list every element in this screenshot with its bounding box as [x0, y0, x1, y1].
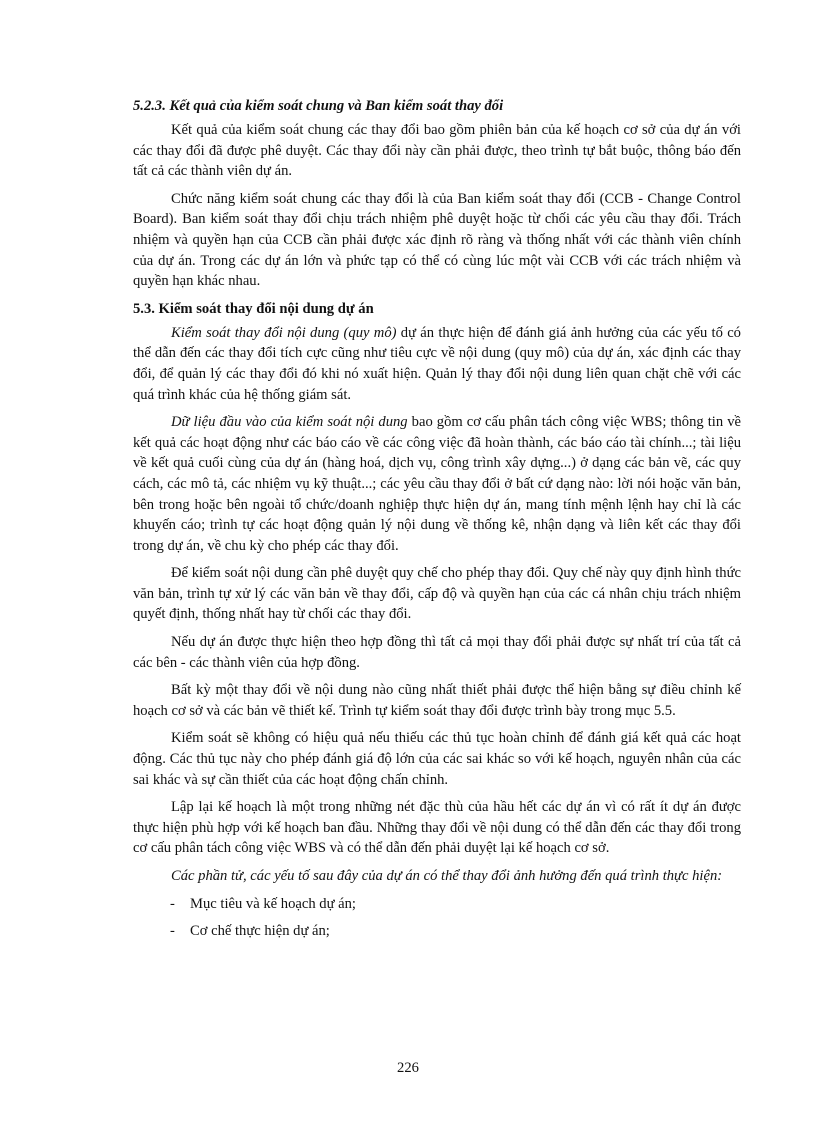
paragraph: Để kiểm soát nội dung cần phê duyệt quy chế cho phép thay đổi. Quy chế này quy định hình thức văn bản, trình tự xử lý các văn bản về thay đổi, cấp độ và quyền hạn của các cá nhân chịu trách nhiệm quyết định, thống nhất hay từ chối các thay đổi. — [133, 565, 741, 623]
page-content — [133, 96, 741, 949]
section-heading-5-3: 5.3. Kiểm soát thay đổi nội dung dự án — [133, 300, 374, 317]
list-item — [133, 921, 741, 942]
paragraph: Lập lại kế hoạch là một trong những nét đặc thù của hầu hết các dự án vì có rất ít dự án được thực hiện phù hợp với kế hoạch ban đầu. Những thay đổi về nội dung có thể dẫn đến các thay đổi trong cơ cấu phân tách công việc WBS và có thể dẫn đến phải duyệt lại kế hoạch cơ sở. — [133, 799, 741, 857]
dash-bullet: - — [170, 895, 175, 912]
list-item — [133, 894, 741, 915]
italic-term: Kiểm soát thay đổi nội dung (quy mô) — [171, 324, 397, 341]
paragraph: Kết quả của kiểm soát chung các thay đổi bao gồm phiên bản của kế hoạch cơ sở của dự án với các thay đổi đã được phê duyệt. Các thay đổi này cần phải được, theo trình tự bắt buộc, thông báo đến tất cả các thành viên dự án. — [133, 122, 741, 180]
italic-term: Dữ liệu đầu vào của kiểm soát nội dung — [171, 414, 408, 431]
section-heading-5-2-3: 5.2.3. Kết quả của kiểm soát chung và Ban kiểm soát thay đổi — [133, 98, 504, 114]
paragraph-control-inputs — [133, 412, 741, 556]
paragraph-text: dự án thực hiện để đánh giá ảnh hưởng của các yếu tố có thể dẫn đến các thay đổi tích cực cũng như tiêu cực về nội dung (quy mô) của dự án, xác định các thay đổi, để quản lý các thay đổi đó khi nó xuất hiện. Quản lý thay đổi nội dung liên quan chặt chẽ với các quá trình khác của hệ thống giám sát. — [133, 324, 741, 403]
paragraph-scope-control — [133, 323, 741, 405]
italic-text: Các phần tử, các yếu tố sau đây của dự án có thể thay đổi ảnh hưởng đến quá trình thực hiện: — [171, 868, 723, 884]
paragraph: Bất kỳ một thay đổi về nội dung nào cũng nhất thiết phải được thể hiện bằng sự điều chỉnh kế hoạch cơ sở và các bản vẽ thiết kế. Trình tự kiểm soát thay đổi được trình bày trong mục 5.5. — [133, 682, 741, 719]
dash-bullet: - — [170, 923, 175, 940]
paragraph: Nếu dự án được thực hiện theo hợp đồng thì tất cả mọi thay đổi phải được sự nhất trí của tất cả các bên - các thành viên của hợp đồng. — [133, 634, 741, 671]
list-item-text: Mục tiêu và kế hoạch dự án; — [190, 895, 356, 912]
paragraph-text: bao gồm cơ cấu phân tách công việc WBS; thông tin về kết quả các hoạt động như các báo cáo về các công việc đã hoàn thành, các báo cáo tài chính...; tài liệu về kết quả cuối cùng của dự án (hàng hoá, dịch vụ, công trình xây dựng...) ở dạng các bản vẽ, các quy cách, các mô tả, các nhiệm vụ kỹ thuật...; các yêu cầu thay đổi ở bất cứ dạng nào: lời nói hoặc văn bản, bên trong hoặc bên ngoài tổ chức/doanh nghiệp thực hiện dự án, mang tính mệnh lệnh hay chỉ là các khuyến cáo; trình tự các hoạt động quản lý nội dung về thống kê, nhận dạng và liên kết các thay đổi trong dự án, về chu kỳ cho phép các thay đổi. — [133, 414, 741, 554]
list-item-text: Cơ chế thực hiện dự án; — [190, 923, 330, 940]
paragraph: Kiểm soát sẽ không có hiệu quả nếu thiếu các thủ tục hoàn chỉnh để đánh giá kết quả các hoạt động. Các thủ tục này cho phép đánh giá độ lớn của các sai khác so với kế hoạch, nguyên nhân của các sai khác và sự cần thiết của các hoạt động chấn chỉnh. — [133, 730, 741, 788]
paragraph: Chức năng kiểm soát chung các thay đổi là của Ban kiểm soát thay đổi (CCB - Change Control Board). Ban kiểm soát thay đổi chịu trách nhiệm phê duyệt hoặc từ chối các yêu cầu thay đổi. Trách nhiệm và quyền hạn của CCB cần phải được xác định rõ ràng và thống nhất với các thành viên chính của dự án. Trong các dự án lớn và phức tạp có thể có cùng lúc một vài CCB với các trách nhiệm và quyền hạn khác nhau. — [133, 190, 741, 290]
dash-list — [133, 894, 741, 942]
italic-intro — [133, 866, 741, 887]
page-number: 226 — [397, 1060, 419, 1076]
